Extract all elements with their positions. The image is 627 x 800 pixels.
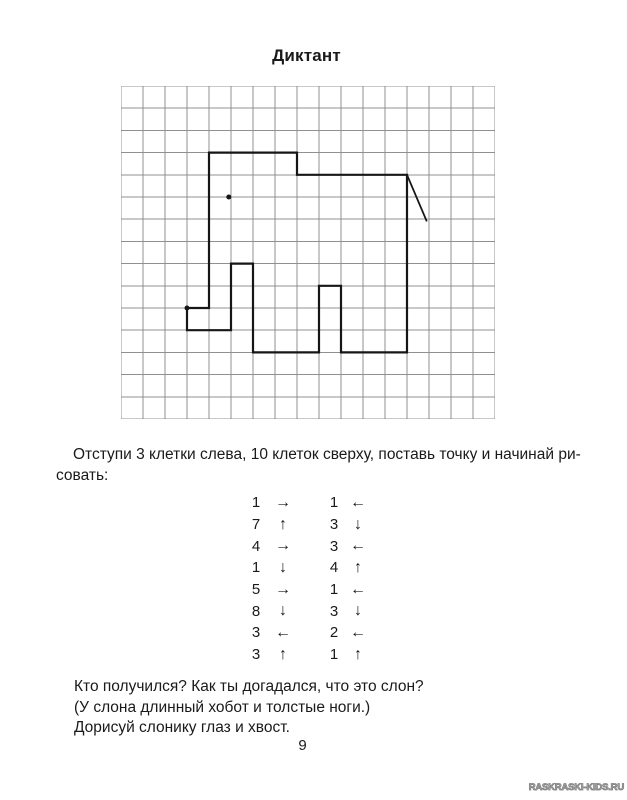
- arrow-icon: ↑: [354, 645, 362, 663]
- arrow-icon: ←: [350, 537, 366, 555]
- dictation-row: [250, 535, 368, 557]
- step-count: 3: [329, 537, 339, 555]
- questions-line-1: Кто получился? Как ты догадался, что это слон?: [74, 678, 424, 695]
- questions-line-2: (У слона длинный хобот и толстые ноги.): [74, 698, 371, 716]
- page-number: 9: [298, 737, 307, 754]
- step-count: 1: [329, 581, 339, 599]
- arrow-icon: ←: [275, 623, 291, 641]
- step-count: 5: [251, 581, 261, 599]
- questions-line-3: Дорисуй слонику глаз и хвост.: [74, 719, 290, 736]
- arrow-icon: ↑: [279, 515, 287, 533]
- step-count: 3: [329, 602, 339, 620]
- step-count: 7: [251, 516, 261, 534]
- questions-paragraph: [74, 677, 424, 739]
- dictation-row: [250, 492, 368, 514]
- arrow-icon: ←: [350, 580, 366, 598]
- arrow-icon: ↑: [354, 558, 362, 576]
- dictation-row: [250, 644, 368, 666]
- step-count: 8: [251, 602, 261, 620]
- page-title: Диктант: [272, 46, 341, 65]
- dictation-steps: [250, 492, 368, 666]
- instructions-paragraph: [56, 445, 581, 486]
- step-count: 1: [251, 559, 261, 577]
- arrow-icon: ↓: [279, 602, 287, 620]
- watermark: RASKRASKI-KIDS.RU: [528, 782, 624, 793]
- arrow-icon: ↑: [279, 645, 287, 663]
- arrow-icon: ←: [350, 623, 366, 641]
- step-count: 3: [251, 624, 261, 642]
- grid-figure: [121, 86, 495, 419]
- arrow-icon: ↓: [354, 515, 362, 533]
- arrow-icon: →: [275, 537, 291, 555]
- step-count: 1: [329, 494, 339, 512]
- arrow-icon: →: [275, 580, 291, 598]
- dictation-row: [250, 514, 368, 536]
- step-count: 4: [329, 559, 339, 577]
- arrow-icon: ↓: [354, 602, 362, 620]
- dictation-row: [250, 622, 368, 644]
- arrow-icon: →: [275, 493, 291, 511]
- step-count: 3: [329, 516, 339, 534]
- step-count: 1: [329, 646, 339, 664]
- grid-figure-svg: [121, 86, 495, 419]
- arrow-icon: ↓: [279, 558, 287, 576]
- instructions-line-2: совать:: [56, 466, 109, 484]
- dictation-row: [250, 600, 368, 622]
- step-count: 3: [251, 646, 261, 664]
- instructions-line-1: Отступи 3 клетки слева, 10 клеток сверху, поставь точку и начинай ри-: [73, 446, 581, 463]
- step-count: 1: [251, 494, 261, 512]
- arrow-icon: ←: [350, 493, 366, 511]
- dictation-row: [250, 579, 368, 601]
- step-count: 4: [251, 537, 261, 555]
- dictation-row: [250, 557, 368, 579]
- step-count: 2: [329, 624, 339, 642]
